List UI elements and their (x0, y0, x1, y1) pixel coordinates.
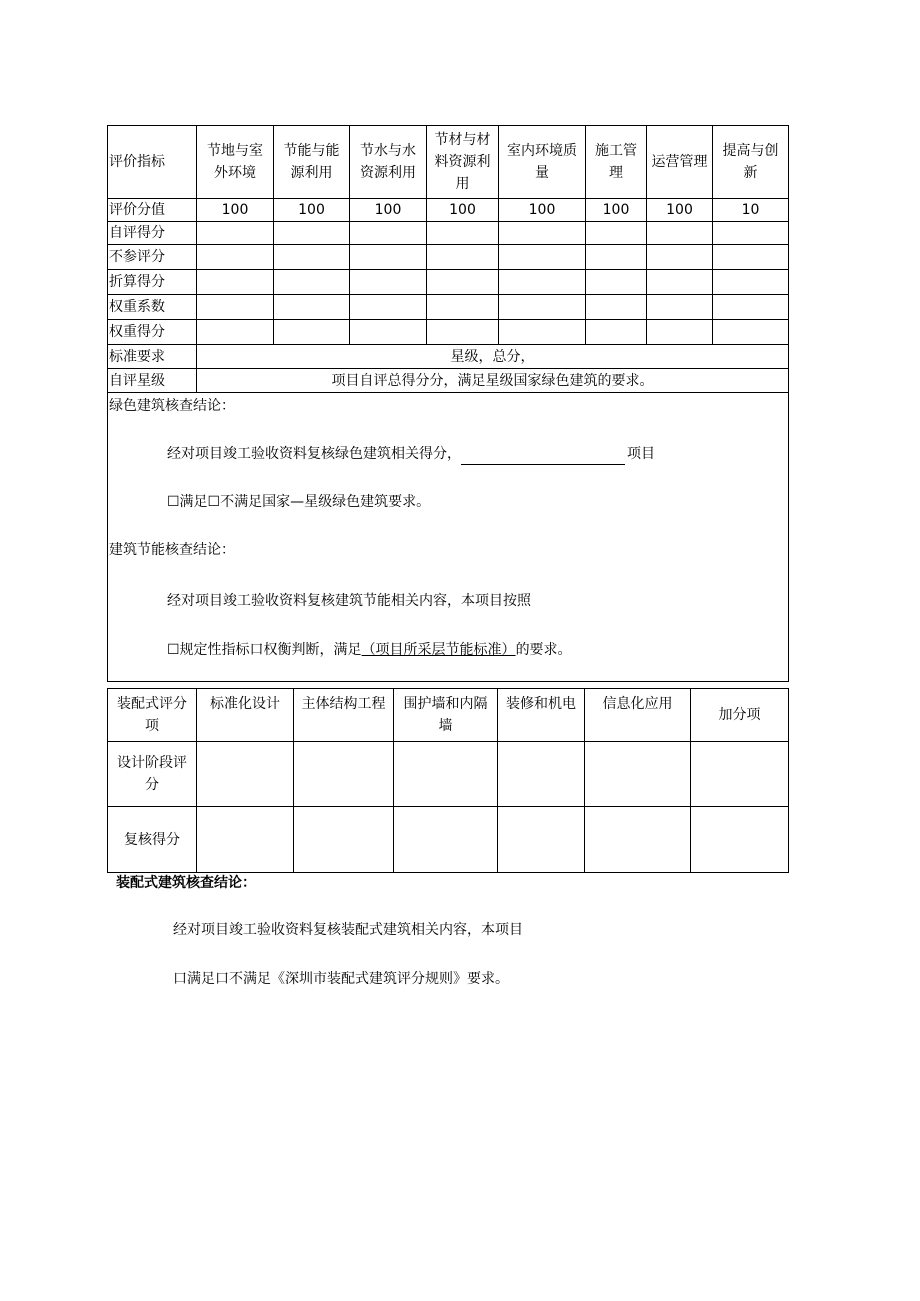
input-cell[interactable] (197, 320, 274, 345)
input-cell[interactable] (274, 222, 350, 245)
row-label: 折算得分 (108, 270, 197, 295)
input-cell[interactable] (647, 320, 713, 345)
eval-header-cell: 节地与室 外环境 (197, 126, 274, 199)
input-cell[interactable] (394, 807, 498, 873)
prefab-table (107, 688, 789, 873)
score-cell: 100 (427, 199, 499, 222)
input-cell[interactable] (350, 295, 427, 320)
input-cell[interactable] (586, 222, 647, 245)
input-cell[interactable] (197, 270, 274, 295)
energy-conclusion-line1: 经对项目竣工验收资料复核建筑节能相关内容，本项目按照 (167, 593, 531, 609)
self-rating-text: 项目自评总得分分，满足星级国家绿色建筑的要求。 (197, 369, 789, 393)
input-cell[interactable] (713, 222, 789, 245)
input-cell[interactable] (586, 245, 647, 270)
eval-header-cell: 节水与水 资源利用 (350, 126, 427, 199)
input-cell[interactable] (274, 245, 350, 270)
score-cell: 100 (350, 199, 427, 222)
input-cell[interactable] (499, 270, 586, 295)
input-cell[interactable] (350, 222, 427, 245)
input-cell[interactable] (274, 320, 350, 345)
row-label: 权重系数 (108, 295, 197, 320)
score-cell: 100 (499, 199, 586, 222)
score-blank[interactable] (461, 448, 625, 465)
eval-header-cell: 提高与创 新 (713, 126, 789, 199)
input-cell[interactable] (350, 245, 427, 270)
eval-score-row (108, 199, 789, 222)
self-rating-row (108, 369, 789, 393)
input-cell[interactable] (350, 270, 427, 295)
input-cell[interactable] (294, 742, 394, 807)
green-conclusion-line1: 经对项目竣工验收资料复核绿色建筑相关得分， 项目 (167, 443, 655, 465)
input-cell[interactable] (274, 270, 350, 295)
prefab-header-cell: 装配式评分 项 (108, 689, 197, 742)
score-cell: 100 (274, 199, 350, 222)
score-cell: 100 (197, 199, 274, 222)
prefab-header-row (108, 689, 789, 742)
green-conclusion-title: 绿色建筑核查结论： (109, 398, 235, 414)
input-cell[interactable] (713, 320, 789, 345)
input-cell[interactable] (427, 245, 499, 270)
table-row (108, 222, 789, 245)
prefab-header-cell: 标准化设计 (197, 689, 294, 742)
table-row (108, 295, 789, 320)
row-label: 评价分值 (108, 199, 197, 222)
input-cell[interactable] (647, 245, 713, 270)
row-label: 设计阶段评 分 (108, 742, 197, 807)
input-cell[interactable] (197, 245, 274, 270)
input-cell[interactable] (498, 807, 585, 873)
input-cell[interactable] (647, 222, 713, 245)
score-cell: 100 (586, 199, 647, 222)
eval-header-cell: 节能与能 源利用 (274, 126, 350, 199)
input-cell[interactable] (647, 270, 713, 295)
table-row (108, 270, 789, 295)
input-cell[interactable] (691, 807, 789, 873)
input-cell[interactable] (427, 320, 499, 345)
input-cell[interactable] (274, 295, 350, 320)
input-cell[interactable] (585, 742, 691, 807)
eval-header-cell: 节材与材 料资源利 用 (427, 126, 499, 199)
input-cell[interactable] (350, 320, 427, 345)
conclusion-row (108, 393, 789, 682)
input-cell[interactable] (498, 742, 585, 807)
input-cell[interactable] (647, 295, 713, 320)
prefab-header-cell: 主体结构工程 (294, 689, 394, 742)
input-cell[interactable] (499, 320, 586, 345)
row-label: 标准要求 (108, 345, 197, 369)
energy-conclusion-title: 建筑节能核查结论： (109, 542, 235, 558)
input-cell[interactable] (427, 295, 499, 320)
input-cell[interactable] (585, 807, 691, 873)
input-cell[interactable] (197, 295, 274, 320)
eval-header-row (108, 126, 789, 199)
input-cell[interactable] (197, 742, 294, 807)
prefab-header-cell: 加分项 (691, 689, 789, 742)
evaluation-table (107, 125, 789, 682)
green-conclusion-line2: ☐满足☐不满足国家—星级绿色建筑要求。 (167, 494, 431, 510)
prefab-conclusion-line1: 经对项目竣工验收资料复核装配式建筑相关内容，本项目 (173, 922, 523, 938)
input-cell[interactable] (197, 807, 294, 873)
prefab-header-cell: 装修和机电 (498, 689, 585, 742)
input-cell[interactable] (713, 295, 789, 320)
table-row (108, 320, 789, 345)
prefab-conclusion-title: 装配式建筑核查结论： (116, 875, 256, 891)
eval-header-cell: 运营管理 (647, 126, 713, 199)
prefab-header-cell: 围护墙和内隔 墙 (394, 689, 498, 742)
input-cell[interactable] (294, 807, 394, 873)
table-row (108, 245, 789, 270)
prefab-review-row (108, 807, 789, 873)
input-cell[interactable] (499, 295, 586, 320)
input-cell[interactable] (586, 320, 647, 345)
input-cell[interactable] (427, 270, 499, 295)
input-cell[interactable] (499, 222, 586, 245)
row-label: 复核得分 (108, 807, 197, 873)
input-cell[interactable] (197, 222, 274, 245)
input-cell[interactable] (713, 270, 789, 295)
row-label: 自评星级 (108, 369, 197, 393)
energy-conclusion-line2: ☐规定性指标口权衡判断，满足（项目所采层节能标准）的要求。 (167, 642, 572, 658)
input-cell[interactable] (394, 742, 498, 807)
row-label: 不参评分 (108, 245, 197, 270)
input-cell[interactable] (586, 270, 647, 295)
eval-header-cell: 施工管 理 (586, 126, 647, 199)
score-cell: 10 (713, 199, 789, 222)
eval-header-cell: 室内环境质 量 (499, 126, 586, 199)
eval-header-label: 评价指标 (108, 126, 197, 199)
prefab-header-cell: 信息化应用 (585, 689, 691, 742)
input-cell[interactable] (499, 245, 586, 270)
input-cell[interactable] (713, 245, 789, 270)
standard-text: 星级，总分， (197, 345, 789, 369)
row-label: 自评得分 (108, 222, 197, 245)
energy-standard-underlined: （项目所采层节能标准） (361, 642, 516, 658)
input-cell[interactable] (691, 742, 789, 807)
row-label: 权重得分 (108, 320, 197, 345)
input-cell[interactable] (586, 295, 647, 320)
conclusion-cell (108, 393, 789, 682)
score-cell: 100 (647, 199, 713, 222)
prefab-conclusion-line2: 口满足口不满足《深圳市装配式建筑评分规则》要求。 (173, 971, 509, 987)
prefab-design-row (108, 742, 789, 807)
input-cell[interactable] (427, 222, 499, 245)
standard-row (108, 345, 789, 369)
